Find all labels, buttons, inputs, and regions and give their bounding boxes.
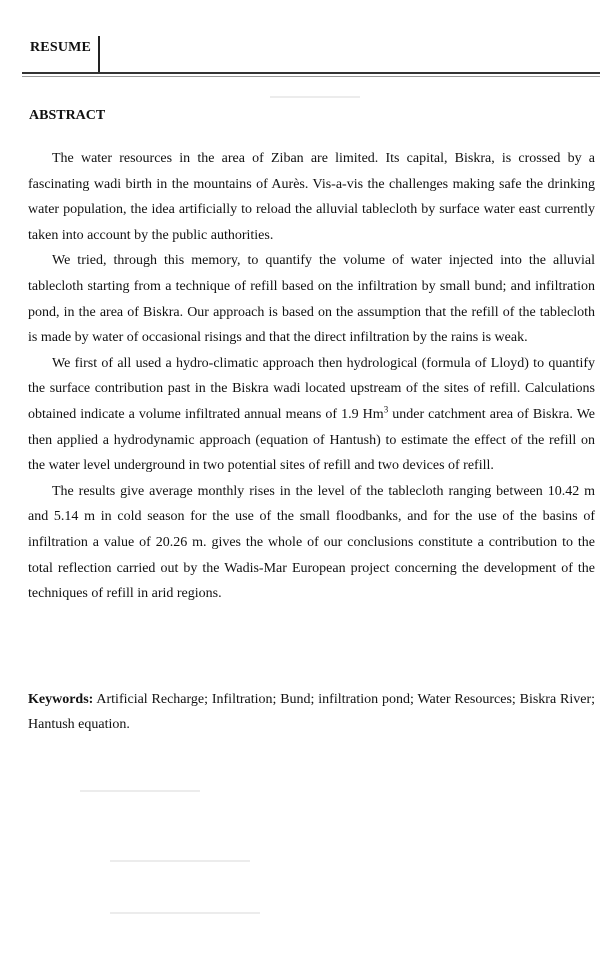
keywords-label: Keywords:	[28, 692, 94, 707]
bleed-through-mark	[110, 860, 250, 862]
abstract-paragraph: The results give average monthly rises in the level of the tablecloth ranging between 10.42 m and 5.14 m in cold season for the use of the small floodbanks, and for the use of the basins of infiltration a value of 20.26 m. gives the whole of our conclusions constitute a contribution to the total reflection carried out by the Wadis-Mar European project concerning the development of the techniques of refill in arid regions.	[28, 483, 595, 602]
keywords-text: Artificial Recharge; Infiltration; Bund; infiltration pond; Water Resources; Biskra River; Hantush equation.	[28, 692, 595, 732]
abstract-paragraph: We tried, through this memory, to quantify the volume of water injected into the alluvial tablecloth starting from a technique of refill based on the infiltration by small bund; and infiltration pond, in the area of Biskra. Our approach is based on the assumption that the refill of the tablecloth is made by water of occasional risings and that the direct infiltration by the rains is weak.	[28, 253, 595, 346]
keywords	[28, 687, 595, 737]
page-title: RESUME	[30, 40, 92, 55]
superscript: 3	[383, 404, 389, 415]
abstract-paragraph	[28, 351, 595, 479]
abstract-heading: ABSTRACT	[29, 108, 106, 123]
paragraph-text: We first of all used a hydro-climatic approach then hydrological (formula of Lloyd) to quantify the surface contribution past in the Biskra wadi located upstream of the sites of refill. Calculations obtained indicate a volume infiltrated annual means of 1.9 Hm	[28, 355, 595, 422]
abstract-paragraph: The water resources in the area of Ziban are limited. Its capital, Biskra, is crossed by a fascinating wadi birth in the mountains of Aurès. Vis-a-vis the challenges making safe the drinking water population, the idea artificially to reload the alluvial tablecloth by surface water east currently taken into account by the public authorities.	[28, 151, 595, 243]
bleed-through-mark	[80, 790, 200, 792]
bleed-through-mark	[270, 96, 360, 98]
paragraph-text: under catchment area of Biskra. We then applied a hydrodynamic approach (equation of Hantush) to estimate the effect of the refill on the water level underground in two potential sites of refill and two devices of refill.	[28, 406, 595, 474]
header-rule	[22, 72, 600, 74]
header-rule-thin	[22, 76, 600, 77]
abstract-body	[28, 146, 595, 607]
bleed-through-mark	[110, 912, 260, 914]
